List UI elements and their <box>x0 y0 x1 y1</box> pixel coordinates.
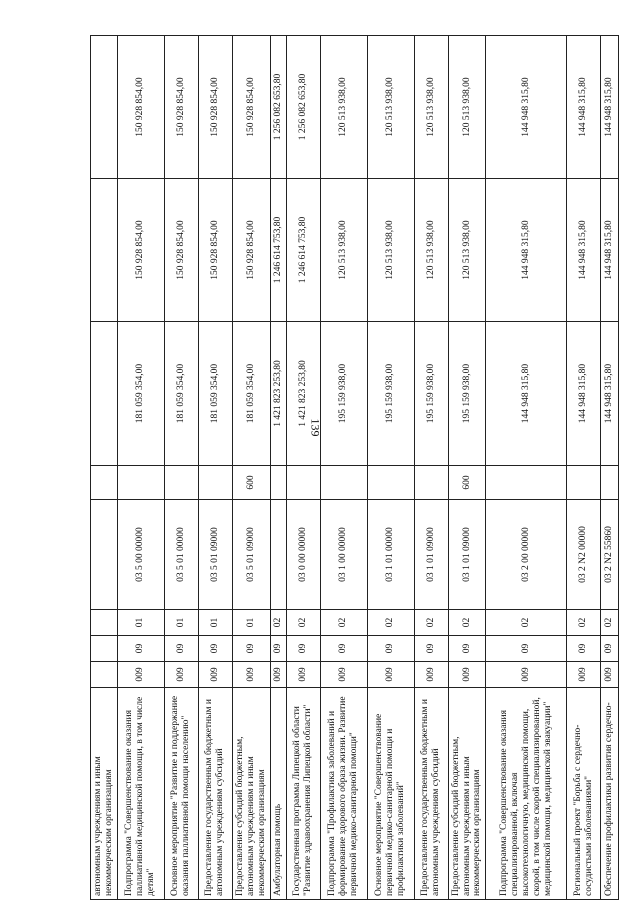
cell-v1 <box>91 322 118 466</box>
cell-v3 <box>91 36 118 179</box>
cell-sec: 09 <box>367 636 414 662</box>
cell-target: 03 5 01 09000 <box>198 500 232 610</box>
cell-v2: 150 928 854,00 <box>232 179 270 322</box>
cell-name: Предоставление субсидий бюджетным, автономным учреждениям и иным некоммерческим организациям <box>232 688 270 900</box>
cell-sub: 02 <box>286 610 320 636</box>
cell-vr <box>486 466 567 500</box>
cell-v1: 195 159 938,00 <box>320 322 367 466</box>
cell-sub: 01 <box>117 610 164 636</box>
cell-v3: 144 948 315,80 <box>601 36 619 179</box>
cell-name: Амбулаторная помощь <box>270 688 286 900</box>
cell-vr <box>270 466 286 500</box>
cell-sec: 09 <box>164 636 198 662</box>
cell-v1: 144 948 315,80 <box>567 322 601 466</box>
cell-target: 03 1 01 09000 <box>448 500 486 610</box>
cell-code: 009 <box>448 662 486 688</box>
table-row <box>270 36 286 900</box>
table-row <box>367 36 414 900</box>
table-row <box>286 36 320 900</box>
cell-name: Подпрограмма "Совершенствование оказания паллиативной медицинской помощи, в том числе детям" <box>117 688 164 900</box>
cell-sub: 02 <box>448 610 486 636</box>
cell-sub: 02 <box>367 610 414 636</box>
cell-v2: 150 928 854,00 <box>164 179 198 322</box>
cell-target <box>270 500 286 610</box>
cell-vr <box>117 466 164 500</box>
cell-v1: 195 159 938,00 <box>448 322 486 466</box>
budget-table <box>90 35 619 900</box>
cell-v3: 1 256 082 653,80 <box>270 36 286 179</box>
cell-v3: 150 928 854,00 <box>164 36 198 179</box>
cell-code: 009 <box>286 662 320 688</box>
cell-sub: 01 <box>198 610 232 636</box>
cell-name: Основное мероприятие "Развитие и поддержание оказания паллиативной помощи населению" <box>164 688 198 900</box>
cell-v2 <box>91 179 118 322</box>
cell-target: 03 2 N2 00000 <box>567 500 601 610</box>
cell-sec: 09 <box>601 636 619 662</box>
cell-name: Предоставление государственным бюджетным и автономным учреждениям субсидий <box>414 688 448 900</box>
cell-v1: 195 159 938,00 <box>367 322 414 466</box>
cell-sub: 02 <box>601 610 619 636</box>
cell-v3: 120 513 938,00 <box>414 36 448 179</box>
cell-sub: 02 <box>486 610 567 636</box>
cell-sec: 09 <box>286 636 320 662</box>
cell-sub: 01 <box>232 610 270 636</box>
cell-name: Подпрограмма "Профилактика заболеваний и формирование здорового образа жизни. Развитие первичной медико-санитарной помощи" <box>320 688 367 900</box>
cell-v2: 144 948 315,80 <box>567 179 601 322</box>
cell-code: 009 <box>164 662 198 688</box>
cell-vr <box>367 466 414 500</box>
table-row <box>448 36 486 900</box>
cell-sec: 09 <box>232 636 270 662</box>
cell-sec: 09 <box>567 636 601 662</box>
cell-code <box>91 662 118 688</box>
cell-sec: 09 <box>320 636 367 662</box>
cell-code: 009 <box>232 662 270 688</box>
cell-v1: 195 159 938,00 <box>414 322 448 466</box>
table-row <box>117 36 164 900</box>
cell-name: Предоставление субсидий бюджетным, автономным учреждениям и иным некоммерческим организациям <box>448 688 486 900</box>
cell-vr <box>91 466 118 500</box>
cell-v2: 150 928 854,00 <box>117 179 164 322</box>
cell-target: 03 5 00 00000 <box>117 500 164 610</box>
cell-name: Основное мероприятие "Совершенствование первичной медико-санитарной помощи и профилактики заболеваний" <box>367 688 414 900</box>
cell-name: Предоставление государственным бюджетным и автономным учреждениям субсидий <box>198 688 232 900</box>
cell-v3: 120 513 938,00 <box>367 36 414 179</box>
cell-code: 009 <box>486 662 567 688</box>
cell-sec: 09 <box>117 636 164 662</box>
table-body <box>91 36 619 900</box>
cell-name: Подпрограмма "Совершенствование оказания специализированной, включая высокотехнологичную, медицинской помощи, скорой, в том числе скорой специализированной, медицинской помощи, медицинской эвакуации" <box>486 688 567 900</box>
cell-v1: 181 059 354,00 <box>164 322 198 466</box>
cell-vr <box>286 466 320 500</box>
cell-v2: 150 928 854,00 <box>198 179 232 322</box>
cell-sub: 02 <box>270 610 286 636</box>
cell-sec: 09 <box>270 636 286 662</box>
cell-v2: 1 246 614 753,80 <box>286 179 320 322</box>
cell-code: 009 <box>320 662 367 688</box>
cell-sub: 02 <box>414 610 448 636</box>
cell-name: Обеспечение профилактики развития сердечно- <box>601 688 619 900</box>
table-row <box>198 36 232 900</box>
cell-target <box>91 500 118 610</box>
cell-code: 009 <box>117 662 164 688</box>
cell-target: 03 1 01 09000 <box>414 500 448 610</box>
cell-v1: 144 948 315,80 <box>601 322 619 466</box>
table-row <box>232 36 270 900</box>
cell-v3: 150 928 854,00 <box>117 36 164 179</box>
cell-v1: 144 948 315,80 <box>486 322 567 466</box>
cell-vr <box>164 466 198 500</box>
cell-sec: 09 <box>486 636 567 662</box>
cell-code: 009 <box>414 662 448 688</box>
cell-v1: 181 059 354,00 <box>232 322 270 466</box>
cell-v3: 120 513 938,00 <box>448 36 486 179</box>
cell-v2: 120 513 938,00 <box>414 179 448 322</box>
cell-v3: 150 928 854,00 <box>198 36 232 179</box>
cell-v3: 120 513 938,00 <box>320 36 367 179</box>
cell-v2: 1 246 614 753,80 <box>270 179 286 322</box>
cell-v1: 181 059 354,00 <box>198 322 232 466</box>
cell-vr <box>320 466 367 500</box>
cell-sec: 09 <box>448 636 486 662</box>
cell-v1: 1 421 823 253,80 <box>286 322 320 466</box>
cell-vr <box>567 466 601 500</box>
cell-vr <box>414 466 448 500</box>
cell-v2: 120 513 938,00 <box>367 179 414 322</box>
cell-vr: 600 <box>232 466 270 500</box>
cell-name: Государственная программа Липецкой области "Развитие здравоохранения Липецкой области" <box>286 688 320 900</box>
cell-name: Региональный проект "Борьба с сердечно-сосудистыми заболеваниями" <box>567 688 601 900</box>
cell-code: 009 <box>198 662 232 688</box>
table-row <box>320 36 367 900</box>
cell-sub <box>91 610 118 636</box>
cell-target: 03 5 01 09000 <box>232 500 270 610</box>
cell-sub: 02 <box>567 610 601 636</box>
cell-v2: 144 948 315,80 <box>601 179 619 322</box>
table-row <box>164 36 198 900</box>
cell-target: 03 5 01 00000 <box>164 500 198 610</box>
cell-v2: 120 513 938,00 <box>448 179 486 322</box>
cell-sub: 01 <box>164 610 198 636</box>
cell-target: 03 2 00 00000 <box>486 500 567 610</box>
cell-sub: 02 <box>320 610 367 636</box>
cell-v1: 1 421 823 253,80 <box>270 322 286 466</box>
table-row <box>601 36 619 900</box>
cell-code: 009 <box>567 662 601 688</box>
cell-vr <box>198 466 232 500</box>
table-row <box>486 36 567 900</box>
cell-v1: 181 059 354,00 <box>117 322 164 466</box>
page-number: 139 <box>308 418 323 437</box>
cell-code: 009 <box>601 662 619 688</box>
cell-v2: 120 513 938,00 <box>320 179 367 322</box>
cell-sec <box>91 636 118 662</box>
cell-v2: 144 948 315,80 <box>486 179 567 322</box>
cell-target: 03 1 01 00000 <box>367 500 414 610</box>
cell-v3: 144 948 315,80 <box>567 36 601 179</box>
cell-target: 03 1 00 00000 <box>320 500 367 610</box>
cell-sec: 09 <box>198 636 232 662</box>
table-row <box>91 36 118 900</box>
table-row <box>414 36 448 900</box>
cell-vr: 600 <box>448 466 486 500</box>
cell-v3: 1 256 082 653,80 <box>286 36 320 179</box>
cell-code: 009 <box>367 662 414 688</box>
cell-v3: 150 928 854,00 <box>232 36 270 179</box>
cell-target: 03 0 00 00000 <box>286 500 320 610</box>
cell-sec: 09 <box>414 636 448 662</box>
cell-name: автономным учреждениям и иным некоммерческим организациям <box>91 688 118 900</box>
cell-code: 009 <box>270 662 286 688</box>
rotated-table-wrapper <box>90 36 615 900</box>
cell-target: 03 2 N2 55860 <box>601 500 619 610</box>
cell-vr <box>601 466 619 500</box>
table-row <box>567 36 601 900</box>
cell-v3: 144 948 315,80 <box>486 36 567 179</box>
